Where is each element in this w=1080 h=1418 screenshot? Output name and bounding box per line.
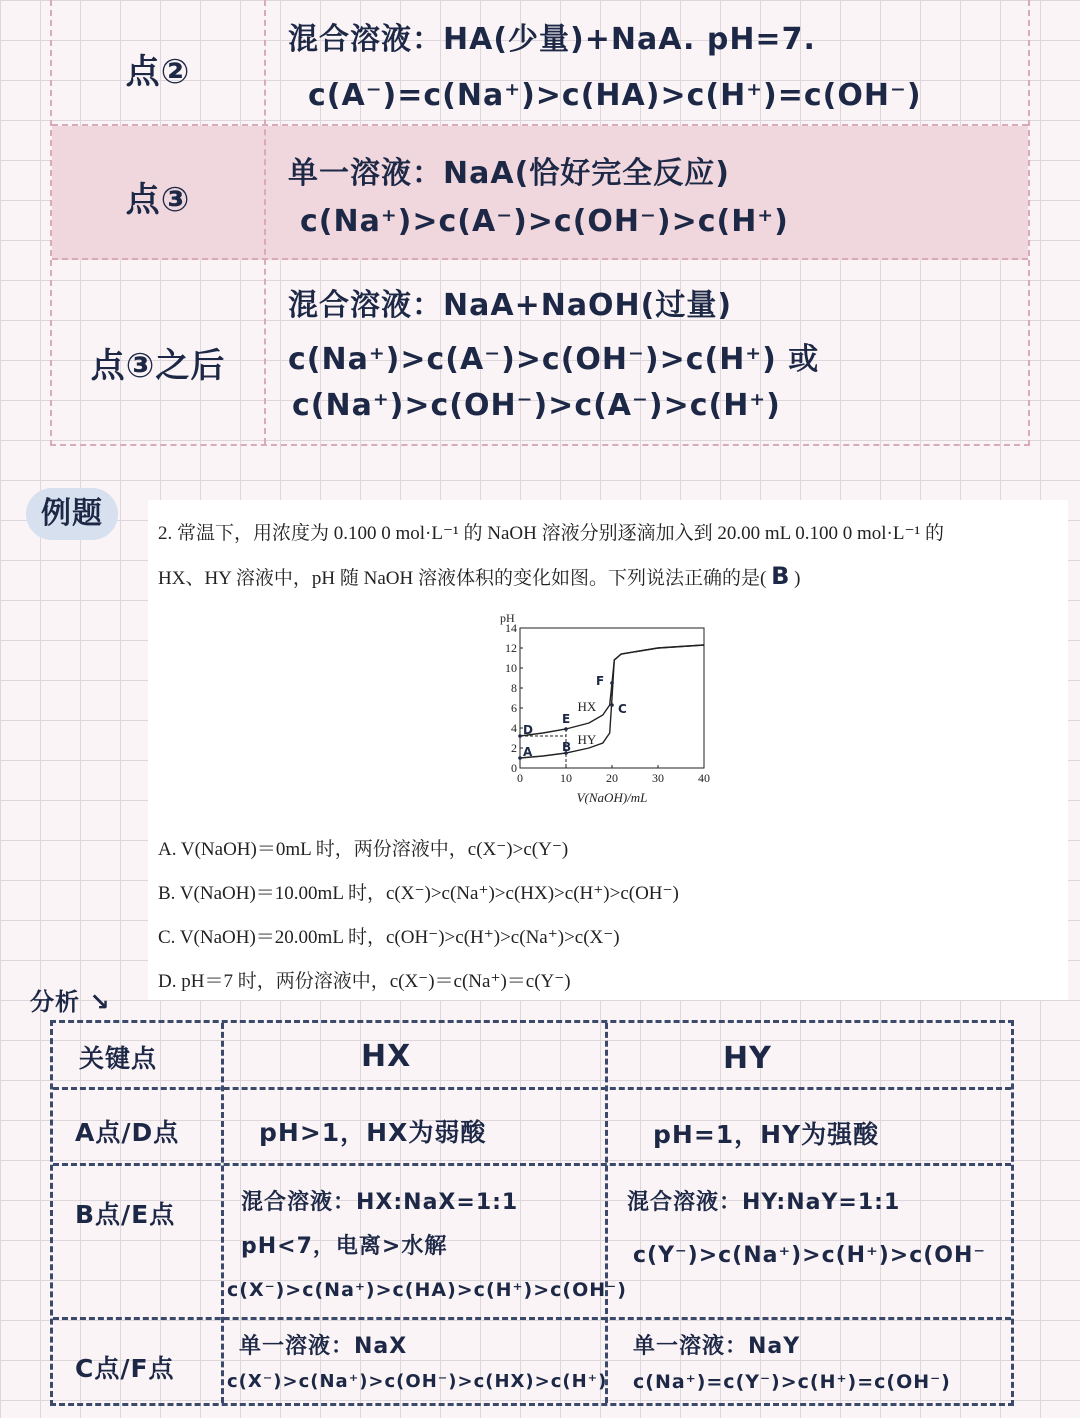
point-marker	[610, 681, 614, 685]
hx-analysis: 混合溶液：HX:NaX=1:1	[241, 1190, 519, 1215]
y-axis-label: pH	[500, 611, 515, 625]
header-key-point: 关键点	[79, 1044, 158, 1073]
x-tick-label: 0	[517, 771, 523, 785]
hy-analysis: c(Y⁻)>c(Na⁺)>c(H⁺)>c(OH⁻	[633, 1243, 987, 1268]
key-point-label: A点/D点	[75, 1118, 180, 1147]
series-label-hx: HX	[577, 699, 597, 714]
row-label: 点③	[125, 180, 191, 220]
x-tick-label: 20	[606, 771, 618, 785]
hx-analysis: c(X⁻)>c(Na⁺)>c(OH⁻)>c(HX)>c(H⁺)	[227, 1371, 608, 1392]
row-divider	[53, 1087, 1011, 1090]
hx-analysis: 单一溶液：NaX	[239, 1334, 408, 1359]
column-divider	[221, 1023, 224, 1403]
y-tick-label: 2	[511, 741, 517, 755]
ph-titration-chart	[488, 600, 718, 815]
option-b: B. V(NaOH)＝10.00mL 时，c(X⁻)>c(Na⁺)>c(HX)>c(H⁺)>c(OH⁻)	[158, 883, 679, 904]
option-a: A. V(NaOH)＝0mL 时，两份溶液中，c(X⁻)>c(Y⁻)	[158, 839, 569, 860]
row-text: 混合溶液：NaA+NaOH(过量)	[288, 288, 733, 323]
hy-analysis: 单一溶液：NaY	[633, 1334, 801, 1359]
row-text: 混合溶液：HA(少量)+NaA. pH=7.	[288, 22, 816, 57]
hy-analysis: c(Na⁺)=c(Y⁻)>c(H⁺)=c(OH⁻)	[633, 1371, 951, 1393]
y-tick-label: 4	[511, 721, 517, 735]
column-divider	[264, 0, 266, 444]
analysis-table	[50, 1020, 1014, 1406]
point-marker	[518, 756, 522, 760]
question-text: )	[794, 568, 801, 589]
hy-analysis: pH=1，HY为强酸	[653, 1120, 880, 1149]
y-tick-label: 12	[505, 641, 517, 655]
hx-analysis: pH>1，HX为弱酸	[259, 1118, 487, 1147]
column-divider	[605, 1023, 608, 1403]
point-label-b: B	[562, 740, 572, 754]
key-point-label: B点/E点	[75, 1200, 176, 1229]
header-hy: HY	[723, 1041, 772, 1076]
question-line: 2. 常温下，用浓度为 0.100 0 mol·L⁻¹ 的 NaOH 溶液分别逐滴加入到 20.00 mL 0.100 0 mol·L⁻¹ 的	[158, 523, 944, 544]
question-card	[148, 500, 1068, 1000]
row-text: c(Na⁺)>c(A⁻)>c(OH⁻)>c(H⁺) 或	[288, 342, 820, 377]
point-label-c: C	[618, 702, 627, 716]
y-tick-label: 6	[511, 701, 517, 715]
point-label-f: F	[596, 674, 605, 688]
x-tick-label: 40	[698, 771, 710, 785]
handwritten-answer: B	[771, 562, 790, 590]
summary-row-highlighted	[52, 126, 1028, 260]
row-divider	[53, 1163, 1011, 1166]
row-divider	[53, 1317, 1011, 1320]
summary-row	[52, 0, 1028, 126]
hx-analysis: c(X⁻)>c(Na⁺)>c(HA)>c(H⁺)>c(OH⁻)	[227, 1279, 627, 1301]
x-tick-label: 10	[560, 771, 572, 785]
row-text: c(Na⁺)>c(OH⁻)>c(A⁻)>c(H⁺)	[292, 388, 781, 423]
question-text: HX、HY 溶液中，pH 随 NaOH 溶液体积的变化如图。下列说法正确的是(	[158, 568, 767, 589]
row-label: 点③之后	[90, 346, 226, 386]
row-text: c(Na⁺)>c(A⁻)>c(OH⁻)>c(H⁺)	[300, 204, 789, 239]
option-c: C. V(NaOH)＝20.00mL 时，c(OH⁻)>c(H⁺)>c(Na⁺)>c(X⁻)	[158, 927, 620, 948]
series-line-hy	[520, 645, 704, 758]
y-tick-label: 0	[511, 761, 517, 775]
option-d: D. pH＝7 时，两份溶液中，c(X⁻)＝c(Na⁺)＝c(Y⁻)	[158, 971, 571, 992]
y-tick-label: 8	[511, 681, 517, 695]
x-axis-label: V(NaOH)/mL	[576, 790, 648, 805]
point-label-e: E	[562, 712, 571, 726]
point-marker	[610, 703, 614, 707]
point-marker	[518, 734, 522, 738]
y-tick-label: 10	[505, 661, 517, 675]
point-marker	[564, 727, 568, 731]
point-label-a: A	[523, 745, 533, 759]
row-label: 点②	[125, 52, 191, 92]
series-label-hy: HY	[577, 732, 597, 747]
hx-analysis: pH<7，电离>水解	[241, 1234, 448, 1259]
question-line	[158, 562, 800, 590]
point-label-d: D	[523, 723, 533, 737]
summary-row	[52, 260, 1028, 444]
analysis-label: 分析 ↘	[30, 988, 111, 1016]
summary-table	[50, 0, 1030, 446]
y-tick-label: 14	[505, 621, 517, 635]
example-badge: 例题	[26, 488, 118, 540]
key-point-label: C点/F点	[75, 1354, 175, 1383]
row-text: 单一溶液：NaA(恰好完全反应)	[288, 156, 730, 191]
header-hx: HX	[361, 1039, 412, 1074]
row-text: c(A⁻)=c(Na⁺)>c(HA)>c(H⁺)=c(OH⁻)	[308, 78, 922, 113]
x-tick-label: 30	[652, 771, 664, 785]
hy-analysis: 混合溶液：HY:NaY=1:1	[627, 1190, 901, 1215]
